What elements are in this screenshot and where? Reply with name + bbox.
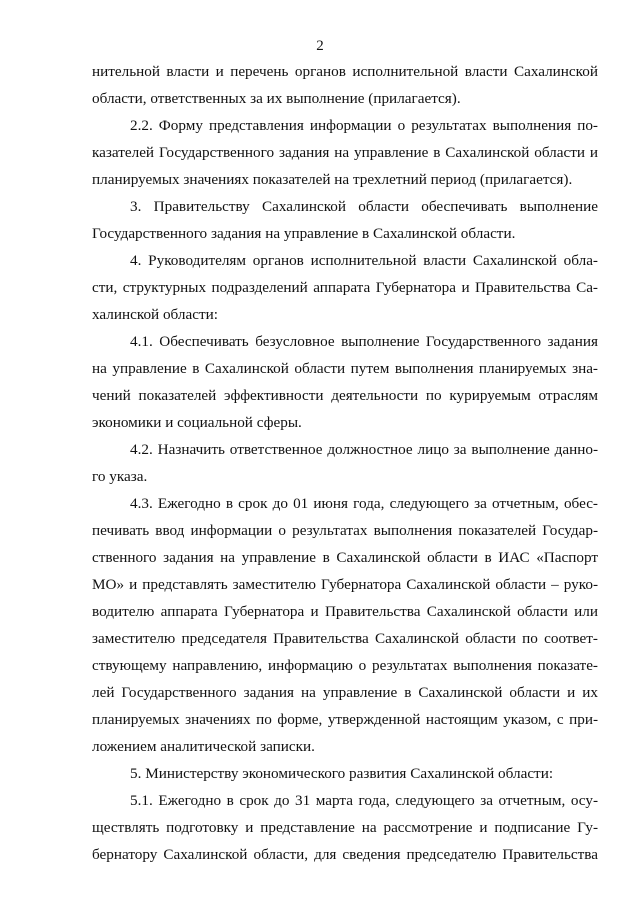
text-line: нительной власти и перечень органов исполнительной власти Сахалинской xyxy=(92,63,598,80)
page-number: 2 xyxy=(316,38,324,54)
text-line: 4.2. Назначить ответственное должностное лицо за выполнение данно- xyxy=(130,441,598,458)
text-line: области, ответственных за их выполнение (прилагается). xyxy=(92,90,461,107)
text-line: экономики и социальной сферы. xyxy=(92,414,302,431)
text-line: 4. Руководителям органов исполнительной власти Сахалинской обла- xyxy=(130,252,598,269)
text-line: ственного задания на управление в Сахалинской области в ИАС «Паспорт xyxy=(92,549,598,566)
text-line: планируемых значениях показателей на трехлетний период (прилагается). xyxy=(92,171,573,188)
text-line: 5. Министерству экономического развития Сахалинской области: xyxy=(130,765,554,782)
text-line: 3. Правительству Сахалинской области обеспечивать выполнение xyxy=(130,198,598,215)
text-line: планируемых значениях по форме, утвержденной настоящим указом, с при- xyxy=(92,711,598,728)
text-line: 5.1. Ежегодно в срок до 31 марта года, следующего за отчетным, осу- xyxy=(130,792,598,809)
text-line: казателей Государственного задания на управление в Сахалинской области и xyxy=(92,144,598,161)
text-line: водителю аппарата Губернатора и Правительства Сахалинской области или xyxy=(92,603,598,620)
text-line: 2.2. Форму представления информации о результатах выполнения по- xyxy=(130,117,598,134)
text-line: лей Государственного задания на управление в Сахалинской области и их xyxy=(92,684,598,701)
text-line: 4.3. Ежегодно в срок до 01 июня года, следующего за отчетным, обес- xyxy=(130,495,598,512)
text-line: халинской области: xyxy=(92,306,218,323)
text-line: ществлять подготовку и представление на рассмотрение и подписание Гу- xyxy=(92,819,598,836)
text-line: го указа. xyxy=(92,468,148,485)
text-line: ствующему направлению, информацию о результатах выполнения показате- xyxy=(92,657,598,674)
text-line: бернатору Сахалинской области, для сведения председателю Правительства xyxy=(92,846,598,863)
text-line: печивать ввод информации о результатах выполнения показателей Государ- xyxy=(92,522,598,539)
text-line: заместителю председателя Правительства Сахалинской области по соответ- xyxy=(92,630,598,647)
text-line: чений показателей эффективности деятельности по курируемым отраслям xyxy=(92,387,598,404)
text-line: 4.1. Обеспечивать безусловное выполнение Государственного задания xyxy=(130,333,598,350)
text-line: МО» и представлять заместителю Губернатора Сахалинской области – руко- xyxy=(92,576,598,593)
text-line: сти, структурных подразделений аппарата Губернатора и Правительства Са- xyxy=(92,279,598,296)
text-line: ложением аналитической записки. xyxy=(92,738,315,755)
text-line: на управление в Сахалинской области путем выполнения планируемых зна- xyxy=(92,360,598,377)
text-line: Государственного задания на управление в Сахалинской области. xyxy=(92,225,516,242)
